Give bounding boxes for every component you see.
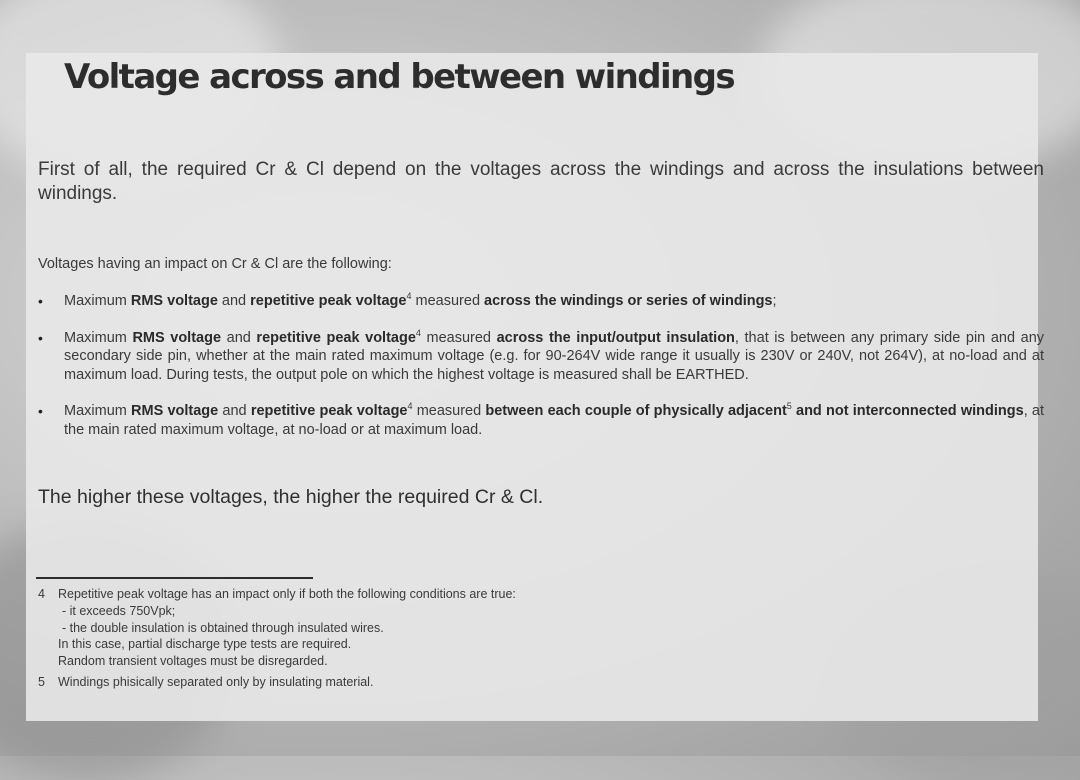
footnote-text: Windings phisically separated only by insulating material. (58, 674, 374, 689)
voltage-list (38, 292, 1044, 457)
footnote-text: Repetitive peak voltage has an impact only if both the following conditions are true: (58, 587, 516, 601)
footnote-note: In this case, partial discharge type tests are required. (58, 637, 352, 652)
lead-sentence: Voltages having an impact on Cr & Cl are the following: (38, 256, 392, 272)
footnote-divider (36, 577, 313, 579)
intro-paragraph: First of all, the required Cr & Cl depend on the voltages across the windings and across the insulations between windings. (38, 159, 1044, 204)
footnote-number: 4 (38, 587, 45, 601)
footnotes (38, 586, 738, 695)
footnote-4 (38, 586, 738, 670)
list-item: • Maximum RMS voltage and repetitive peak voltage$^4$ measured between each couple of physically adjacent$^5$ and not interconnected windings, at the main rated maximum voltage, at no-load or at maximum load. (38, 402, 1044, 439)
footnote-condition: - the double insulation is obtained through insulated wires. (62, 620, 384, 635)
footnote-condition: - it exceeds 750Vpk; (62, 603, 176, 618)
slide-title: Voltage across and between windings (64, 57, 735, 97)
footnote-5 (38, 674, 738, 691)
footnote-note: Random transient voltages must be disregarded. (58, 654, 328, 669)
conclusion-sentence: The higher these voltages, the higher the required Cr & Cl. (38, 486, 544, 508)
footnote-number: 5 (38, 674, 45, 689)
list-item: • Maximum RMS voltage and repetitive peak voltage$^4$ measured across the windings or series of windings; (38, 292, 1044, 311)
list-item: • Maximum RMS voltage and repetitive peak voltage$^4$ measured across the input/output insulation, that is between any primary side pin and any secondary side pin, whether at the main rated maximum voltage (e.g. for 90-264V wide range it usually is 230V or 240V, not 264V), at no-load and at maximum load. During tests, the output pole on which the highest voltage is measured shall be EARTHED. (38, 329, 1044, 385)
